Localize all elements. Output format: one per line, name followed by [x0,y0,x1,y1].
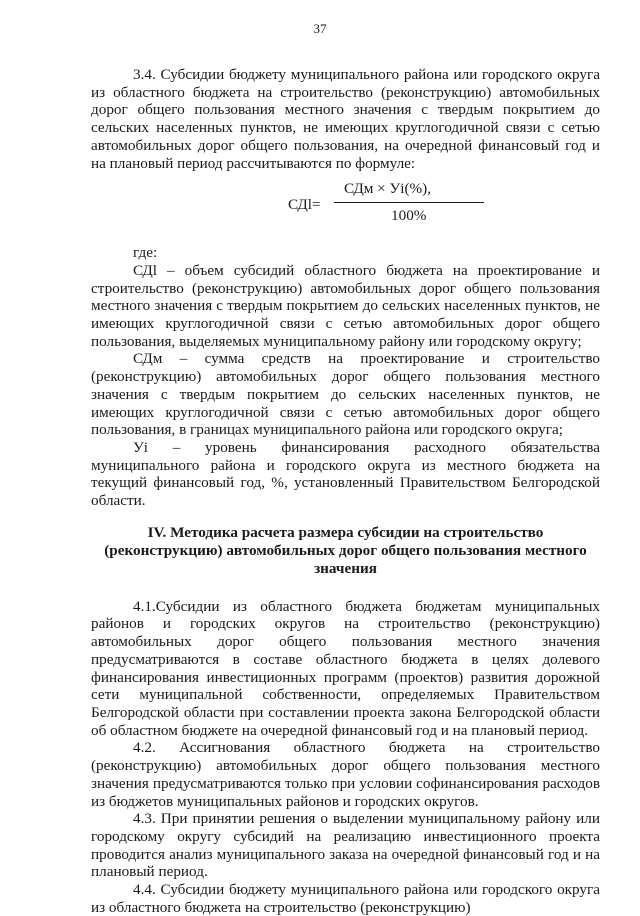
where-label: где: [133,244,158,262]
page-number: 37 [313,21,327,36]
section-heading: IV. Методика расчета размера субсидии на строительство (реконструкцию) автомобильных дорог общего пользования местного значения [104,523,587,577]
definition-sdl: СДl – объем субсидий областного бюджета на проектирование и строительство (реконструкцию) автомобильных дорог общего пользования местного значения с твердым покрытием до сельских населенных пунктов, не имеющих круглогодичной связи с сетью автомобильных дорог общего пользования, выделяемых муниципальному району или городскому округу; [91,261,600,350]
formula [91,180,600,242]
formula-denominator: 100% [391,207,427,225]
paragraph-4-1: 4.1.Субсидии из областного бюджета бюджетам муниципальных районов и городских округов на строительство (реконструкцию) автомобильных дорог общего пользования местного значения предусматриваются в составе областного бюджета в целях долевого финансирования инвестиционных программ (проектов) развития дорожной сети муниципальной собственности, определяемых Правительством Белгородской области при составлении проекта закона Белгородской области об областном бюджете на очередной финансовый год и на плановый период. [91,597,600,739]
definition-ui: Уi – уровень финансирования расходного обязательства муниципального района и городского округа из местного бюджета на текущий финансовый год, %, установленный Правительством Белгородской области. [91,438,600,510]
formula-fraction-bar [334,202,484,203]
formula-numerator: СДм × Уi(%), [344,180,432,198]
paragraph-3-4: 3.4. Субсидии бюджету муниципального района или городского округа из областного бюджета на строительство (реконструкцию) автомобильных дорог общего пользования местного значения с твердым покрытием до сельских населенных пунктов, не имеющих круглогодичной связи с сетью автомобильных дорог общего пользования, на очередной финансовый год и на плановый период рассчитываются по формуле: [91,66,600,172]
definition-sdm: СДм – сумма средств на проектирование и строительство (реконструкцию) автомобильных дорог общего пользования местного значения с твердым покрытием до сельских населенных пунктов, не имеющих круглогодичной связи с сетью автомобильных дорог общего пользования, в границах муниципального района или городского округа; [91,350,600,439]
paragraph-4-3: 4.3. При принятии решения о выделении муниципальному району или городскому округу субсидий на реализацию инвестиционного проекта проводится анализ муниципального заказа на очередной финансовый год и на плановый период. [91,810,600,881]
page-body [91,66,600,916]
paragraph-4-4: 4.4. Субсидии бюджету муниципального района или городского округа из областного бюджета на строительство (реконструкцию) [91,881,600,916]
paragraph-4-2: 4.2. Ассигнования областного бюджета на строительство (реконструкцию) автомобильных дорог общего пользования местного значения предусматриваются только при условии софинансирования расходов из бюджетов муниципальных районов и городских округов. [91,739,600,810]
formula-lhs: СДl= [288,196,321,214]
